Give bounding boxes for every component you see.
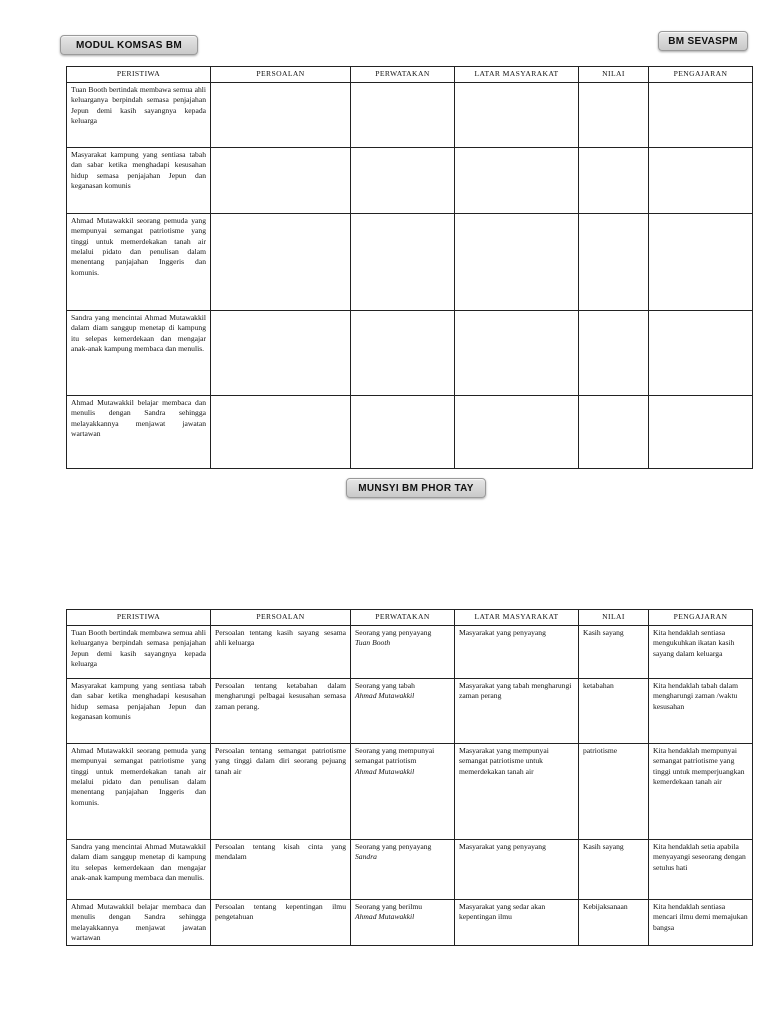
nilai-cell: Kebijaksanaan — [579, 900, 649, 946]
nilai-cell: ketabahan — [579, 679, 649, 744]
perwatakan-text: Seorang yang penyayang — [355, 628, 432, 637]
answer-worksheet-table — [66, 609, 753, 946]
nilai-blank-cell[interactable] — [579, 214, 649, 311]
nilai-blank-cell[interactable] — [579, 148, 649, 214]
persoalan-cell: Persoalan tentang semangat patriotisme yang tinggi dalam diri seorang pejuang tanah air — [211, 744, 351, 840]
latar-blank-cell[interactable] — [455, 148, 579, 214]
perwatakan-blank-cell[interactable] — [351, 148, 455, 214]
pengajaran-blank-cell[interactable] — [649, 214, 753, 311]
header-latar-masyarakat: LATAR MASYARAKAT — [455, 67, 579, 83]
pengajaran-cell: Kita hendaklah tabah dalam mengharungi zaman /waktu kesusahan — [649, 679, 753, 744]
character-name: Ahmad Mutawakkil — [355, 912, 415, 922]
persoalan-cell: Persoalan tentang ketabahan dalam mengharungi pelbagai kesusahan semasa zaman perang. — [211, 679, 351, 744]
latar-cell: Masyarakat yang penyayang — [455, 840, 579, 900]
header-pengajaran: PENGAJARAN — [649, 610, 753, 626]
latar-cell: Masyarakat yang penyayang — [455, 626, 579, 679]
peristiwa-cell: Ahmad Mutawakkil belajar membaca dan menulis dengan Sandra sehingga melayakkannya menjawat jawatan wartawan — [67, 900, 211, 946]
table-row — [67, 396, 753, 469]
peristiwa-cell: Ahmad Mutawakkil seorang pemuda yang mempunyai semangat patriotisme yang tinggi untuk memerdekakan tanah air melalui pidato dan penulisan dalam menentang panjajahan Inggeris dan komunis. — [67, 744, 211, 840]
table-row — [67, 900, 753, 946]
header-perwatakan: PERWATAKAN — [351, 67, 455, 83]
peristiwa-cell: Sandra yang mencintai Ahmad Mutawakkil dalam diam sanggup menetap di kampung itu selepas kemerdekaan dan mengajar anak-anak kampung membaca dan menulis. — [67, 840, 211, 900]
persoalan-blank-cell[interactable] — [211, 311, 351, 396]
peristiwa-cell: Ahmad Mutawakkil seorang pemuda yang mempunyai semangat patriotisme yang tinggi untuk memerdekakan tanah air melalui pidato dan penulisan dalam menentang panjajahan Inggeris dan komunis. — [67, 214, 211, 311]
table-row — [67, 840, 753, 900]
character-name: Ahmad Mutawakkil — [355, 766, 415, 776]
header-row — [67, 610, 753, 626]
pengajaran-cell: Kita hendaklah sentiasa mencari ilmu demi memajukan bangsa — [649, 900, 753, 946]
perwatakan-cell — [351, 840, 455, 900]
header-persoalan: PERSOALAN — [211, 610, 351, 626]
perwatakan-blank-cell[interactable] — [351, 214, 455, 311]
perwatakan-cell — [351, 900, 455, 946]
nilai-blank-cell[interactable] — [579, 83, 649, 148]
peristiwa-cell: Tuan Booth bertindak membawa semua ahli keluarganya berpindah semasa penjajahan Jepun demi kasih sayangnya kepada keluarga — [67, 626, 211, 679]
nilai-cell: Kasih sayang — [579, 626, 649, 679]
header-nilai: NILAI — [579, 67, 649, 83]
perwatakan-text: Seorang yang berilmu — [355, 902, 423, 911]
persoalan-cell: Persoalan tentang kasih sayang sesama ahli keluarga — [211, 626, 351, 679]
table-row — [67, 83, 753, 148]
pengajaran-cell: Kita hendaklah mempunyai semangat patriotisme yang tinggi untuk memperjuangkan kemerdekaan tanah air — [649, 744, 753, 840]
persoalan-cell: Persoalan tentang kisah cinta yang mendalam — [211, 840, 351, 900]
header-row — [67, 67, 753, 83]
pengajaran-blank-cell[interactable] — [649, 396, 753, 469]
latar-blank-cell[interactable] — [455, 214, 579, 311]
header-perwatakan: PERWATAKAN — [351, 610, 455, 626]
nilai-cell: Kasih sayang — [579, 840, 649, 900]
header-latar-masyarakat: LATAR MASYARAKAT — [455, 610, 579, 626]
pengajaran-blank-cell[interactable] — [649, 148, 753, 214]
perwatakan-cell — [351, 679, 455, 744]
header-nilai: NILAI — [579, 610, 649, 626]
latar-cell: Masyarakat yang mempunyai semangat patriotisme untuk memerdekakan tanah air — [455, 744, 579, 840]
table-row — [67, 311, 753, 396]
header-persoalan: PERSOALAN — [211, 67, 351, 83]
table-row — [67, 679, 753, 744]
peristiwa-cell: Sandra yang mencintai Ahmad Mutawakkil dalam diam sanggup menetap di kampung itu selepas kemerdekaan dan mengajar anak-anak kampung membaca dan menulis. — [67, 311, 211, 396]
bm-sevaspm-label: BM SEVASPM — [658, 31, 748, 51]
blank-worksheet-table — [66, 66, 753, 469]
pengajaran-blank-cell[interactable] — [649, 311, 753, 396]
perwatakan-cell — [351, 744, 455, 840]
perwatakan-text: Seorang yang mempunyai semangat patriotism — [355, 746, 435, 766]
latar-blank-cell[interactable] — [455, 396, 579, 469]
perwatakan-cell — [351, 626, 455, 679]
perwatakan-text: Seorang yang penyayang — [355, 842, 432, 851]
table-row — [67, 214, 753, 311]
table-row — [67, 148, 753, 214]
nilai-cell: patriotisme — [579, 744, 649, 840]
persoalan-blank-cell[interactable] — [211, 214, 351, 311]
persoalan-blank-cell[interactable] — [211, 396, 351, 469]
latar-blank-cell[interactable] — [455, 311, 579, 396]
perwatakan-blank-cell[interactable] — [351, 311, 455, 396]
nilai-blank-cell[interactable] — [579, 311, 649, 396]
header-pengajaran: PENGAJARAN — [649, 67, 753, 83]
peristiwa-cell: Masyarakat kampung yang sentiasa tabah dan sabar ketika menghadapi kesusahan hidup semasa penjajahan Jepun dan keganasan komunis — [67, 148, 211, 214]
table-row — [67, 744, 753, 840]
perwatakan-text: Seorang yang tabah — [355, 681, 415, 690]
pengajaran-cell: Kita hendaklah sentiasa mengukuhkan ikatan kasih sayang dalam keluarga — [649, 626, 753, 679]
modul-komsas-label: MODUL KOMSAS BM — [60, 35, 198, 55]
munsyi-bm-label: MUNSYI BM PHOR TAY — [346, 478, 486, 498]
pengajaran-blank-cell[interactable] — [649, 83, 753, 148]
character-name: Ahmad Mutawakkil — [355, 691, 415, 701]
character-name: Sandra — [355, 852, 377, 862]
nilai-blank-cell[interactable] — [579, 396, 649, 469]
perwatakan-blank-cell[interactable] — [351, 396, 455, 469]
pengajaran-cell: Kita hendaklah setia apabila menyayangi seseorang dengan setulus hati — [649, 840, 753, 900]
character-name: Tuan Booth — [355, 638, 391, 648]
peristiwa-cell: Ahmad Mutawakkil belajar membaca dan menulis dengan Sandra sehingga melayakkannya menjawat jawatan wartawan — [67, 396, 211, 469]
table-row — [67, 626, 753, 679]
persoalan-blank-cell[interactable] — [211, 83, 351, 148]
persoalan-cell: Persoalan tentang kepentingan ilmu pengetahuan — [211, 900, 351, 946]
header-peristiwa: PERISTIWA — [67, 610, 211, 626]
latar-cell: Masyarakat yang tabah mengharungi zaman perang — [455, 679, 579, 744]
peristiwa-cell: Masyarakat kampung yang sentiasa tabah dan sabar ketika menghadapi kesusahan hidup semasa penjajahan Jepun dan keganasan komunis — [67, 679, 211, 744]
persoalan-blank-cell[interactable] — [211, 148, 351, 214]
header-peristiwa: PERISTIWA — [67, 67, 211, 83]
latar-blank-cell[interactable] — [455, 83, 579, 148]
perwatakan-blank-cell[interactable] — [351, 83, 455, 148]
latar-cell: Masyarakat yang sedar akan kepentingan ilmu — [455, 900, 579, 946]
peristiwa-cell: Tuan Booth bertindak membawa semua ahli keluarganya berpindah semasa penjajahan Jepun demi kasih sayangnya kepada keluarga — [67, 83, 211, 148]
